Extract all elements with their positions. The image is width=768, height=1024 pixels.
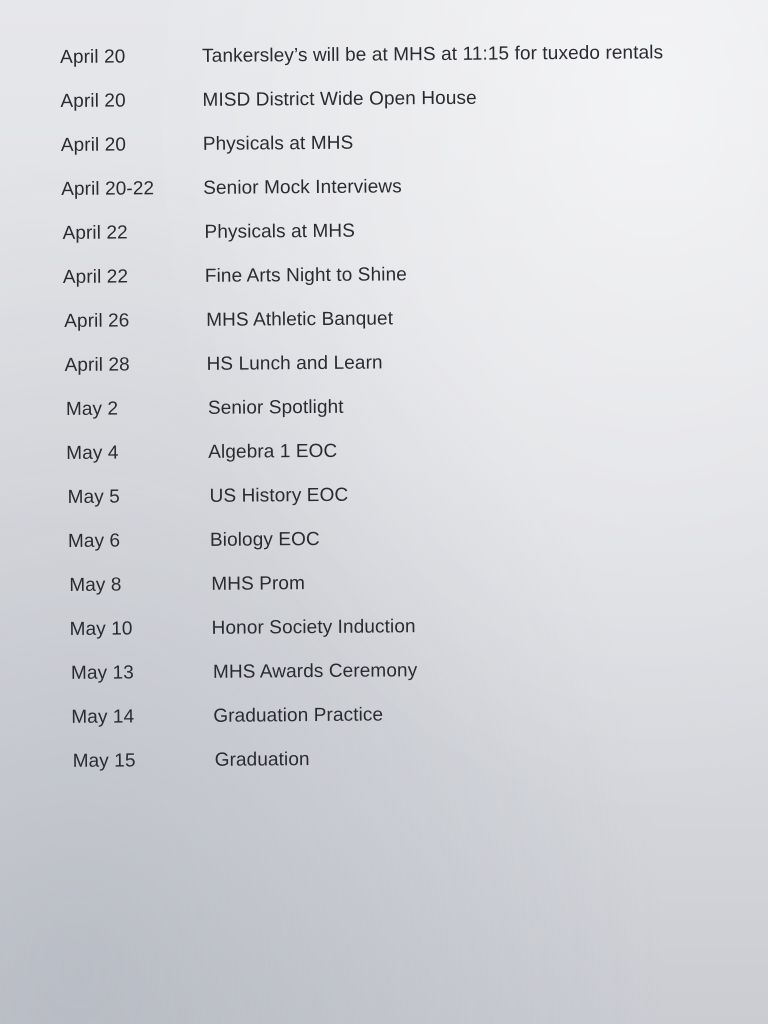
event-description: Physicals at MHS [204, 220, 356, 243]
event-date: April 20-22 [61, 178, 155, 200]
event-date: April 20 [60, 134, 127, 156]
event-date: April 22 [62, 266, 129, 288]
event-description: Honor Society Induction [211, 616, 416, 639]
event-description: US History EOC [209, 484, 349, 507]
event-description: Fine Arts Night to Shine [204, 264, 407, 287]
event-date: May 6 [67, 530, 121, 552]
event-date: May 2 [65, 398, 119, 420]
event-date: May 15 [72, 750, 136, 772]
event-description: Graduation Practice [213, 704, 384, 727]
event-description: Biology EOC [209, 528, 320, 551]
event-description: Tankersley’s will be at MHS at 11:15 for tuxedo rentals [202, 42, 664, 67]
event-description: Senior Mock Interviews [203, 176, 402, 199]
event-description: Graduation [214, 749, 310, 771]
event-date: May 13 [70, 662, 134, 684]
event-date: April 22 [62, 222, 128, 244]
event-description: MHS Awards Ceremony [212, 660, 418, 683]
event-date: April 26 [64, 310, 130, 332]
event-date: May 10 [69, 618, 133, 640]
event-description: MHS Prom [211, 573, 306, 595]
event-date: May 8 [69, 574, 122, 596]
event-description: MISD District Wide Open House [202, 87, 477, 111]
event-description: MHS Athletic Banquet [206, 308, 394, 331]
event-date: April 20 [60, 90, 126, 112]
event-description: Algebra 1 EOC [208, 440, 338, 463]
event-description: Physicals at MHS [202, 132, 354, 155]
event-date: May 5 [67, 486, 120, 508]
event-date: April 28 [64, 354, 130, 376]
event-description: Senior Spotlight [207, 396, 344, 419]
event-date: May 14 [71, 706, 135, 728]
event-description: HS Lunch and Learn [206, 352, 383, 375]
event-date: April 20 [60, 46, 126, 68]
event-date: May 4 [66, 442, 119, 464]
